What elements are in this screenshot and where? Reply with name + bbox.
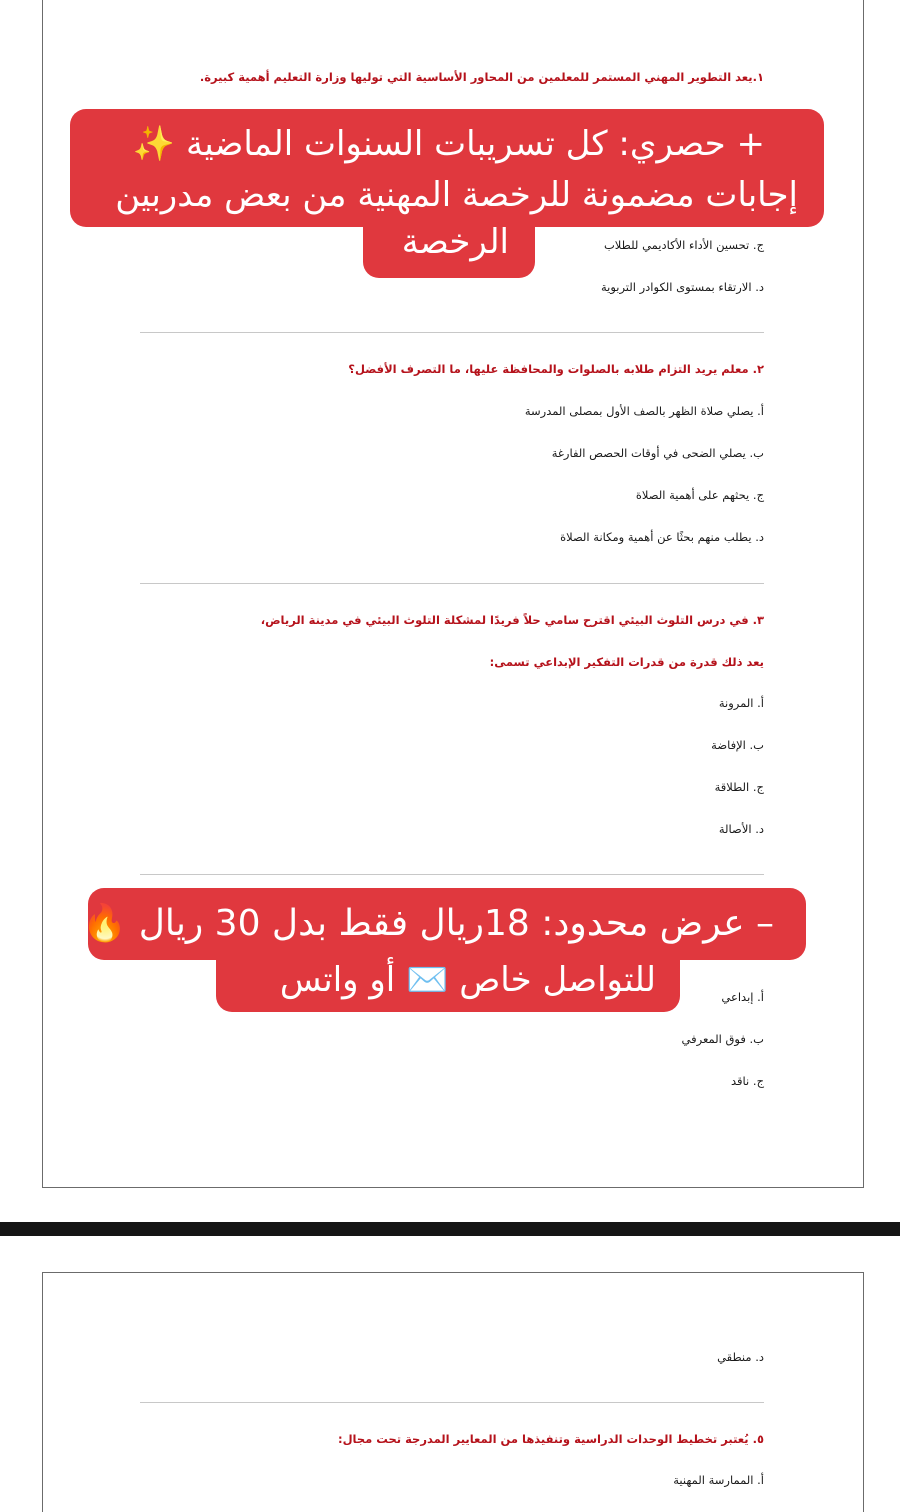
promo-bottom-line2: للتواصل خاص ✉️ أو واتس bbox=[279, 960, 656, 1000]
question-3-option-c: ج. الطلاقة bbox=[714, 780, 764, 794]
question-divider bbox=[140, 332, 764, 333]
promo-top-line2: إجابات مضمونة للرخصة المهنية من بعض مدربين bbox=[115, 175, 798, 215]
question-2-option-b: ب. يصلي الضحى في أوقات الحصص الفارغة bbox=[551, 446, 764, 460]
question-5-option-a: أ. الممارسة المهنية bbox=[673, 1473, 764, 1487]
question-5-text: ٥. يُعتبر تخطيط الوحدات الدراسية وتنفيذها من المعايير المدرجة تحت مجال: bbox=[337, 1432, 764, 1446]
promo-bottom-line1: 🔥 عرض محدود: 18ريال فقط بدل 30 ريال – bbox=[82, 903, 774, 944]
question-4-option-a: أ. إبداعي bbox=[721, 990, 764, 1004]
question-3-option-b: ب. الإفاضة bbox=[711, 738, 764, 752]
question-2-text: ٢. معلم يريد التزام طلابه بالصلوات والمحافظة عليها، ما التصرف الأفضل؟ bbox=[348, 362, 764, 376]
question-4-option-d: د. منطقي bbox=[717, 1350, 764, 1364]
page-separator bbox=[0, 1222, 900, 1236]
question-divider bbox=[140, 1402, 764, 1403]
question-3-text: ٣. في درس التلوث البيئي اقترح سامي حلاً فريدًا لمشكلة التلوث البيئي في مدينة الرياض، bbox=[260, 613, 764, 627]
question-4-option-b: ب. فوق المعرفي bbox=[681, 1032, 764, 1046]
question-2-option-d: د. يطلب منهم بحثًا عن أهمية ومكانة الصلاة bbox=[560, 530, 764, 544]
question-2-option-c: ج. يحثهم على أهمية الصلاة bbox=[635, 488, 764, 502]
promo-top-line1: ✨ حصري: كل تسريبات السنوات الماضية + bbox=[132, 124, 765, 164]
question-4-option-c: ج. ناقد bbox=[731, 1074, 764, 1088]
question-divider bbox=[140, 583, 764, 584]
question-1-option-d: د. الارتقاء بمستوى الكوادر التربوية bbox=[600, 280, 764, 294]
question-3-option-a: أ. المرونة bbox=[718, 696, 764, 710]
question-divider bbox=[140, 874, 764, 875]
question-2-option-a: أ. يصلي صلاة الظهر بالصف الأول بمصلى المدرسة bbox=[524, 404, 764, 418]
promo-top-line3: الرخصة bbox=[401, 222, 509, 262]
question-1-text: ١.يعد التطوير المهني المستمر للمعلمين من المحاور الأساسية التي توليها وزارة التعليم أهمية كبيرة. bbox=[199, 70, 764, 84]
question-3-option-d: د. الأصالة bbox=[718, 822, 764, 836]
question-3-text-line2: يعد ذلك قدرة من قدرات التفكير الإبداعي تسمى: bbox=[489, 655, 764, 669]
question-1-option-c: ج. تحسين الأداء الأكاديمي للطلاب bbox=[603, 238, 764, 252]
haraj-watermark-logo bbox=[770, 1438, 890, 1478]
